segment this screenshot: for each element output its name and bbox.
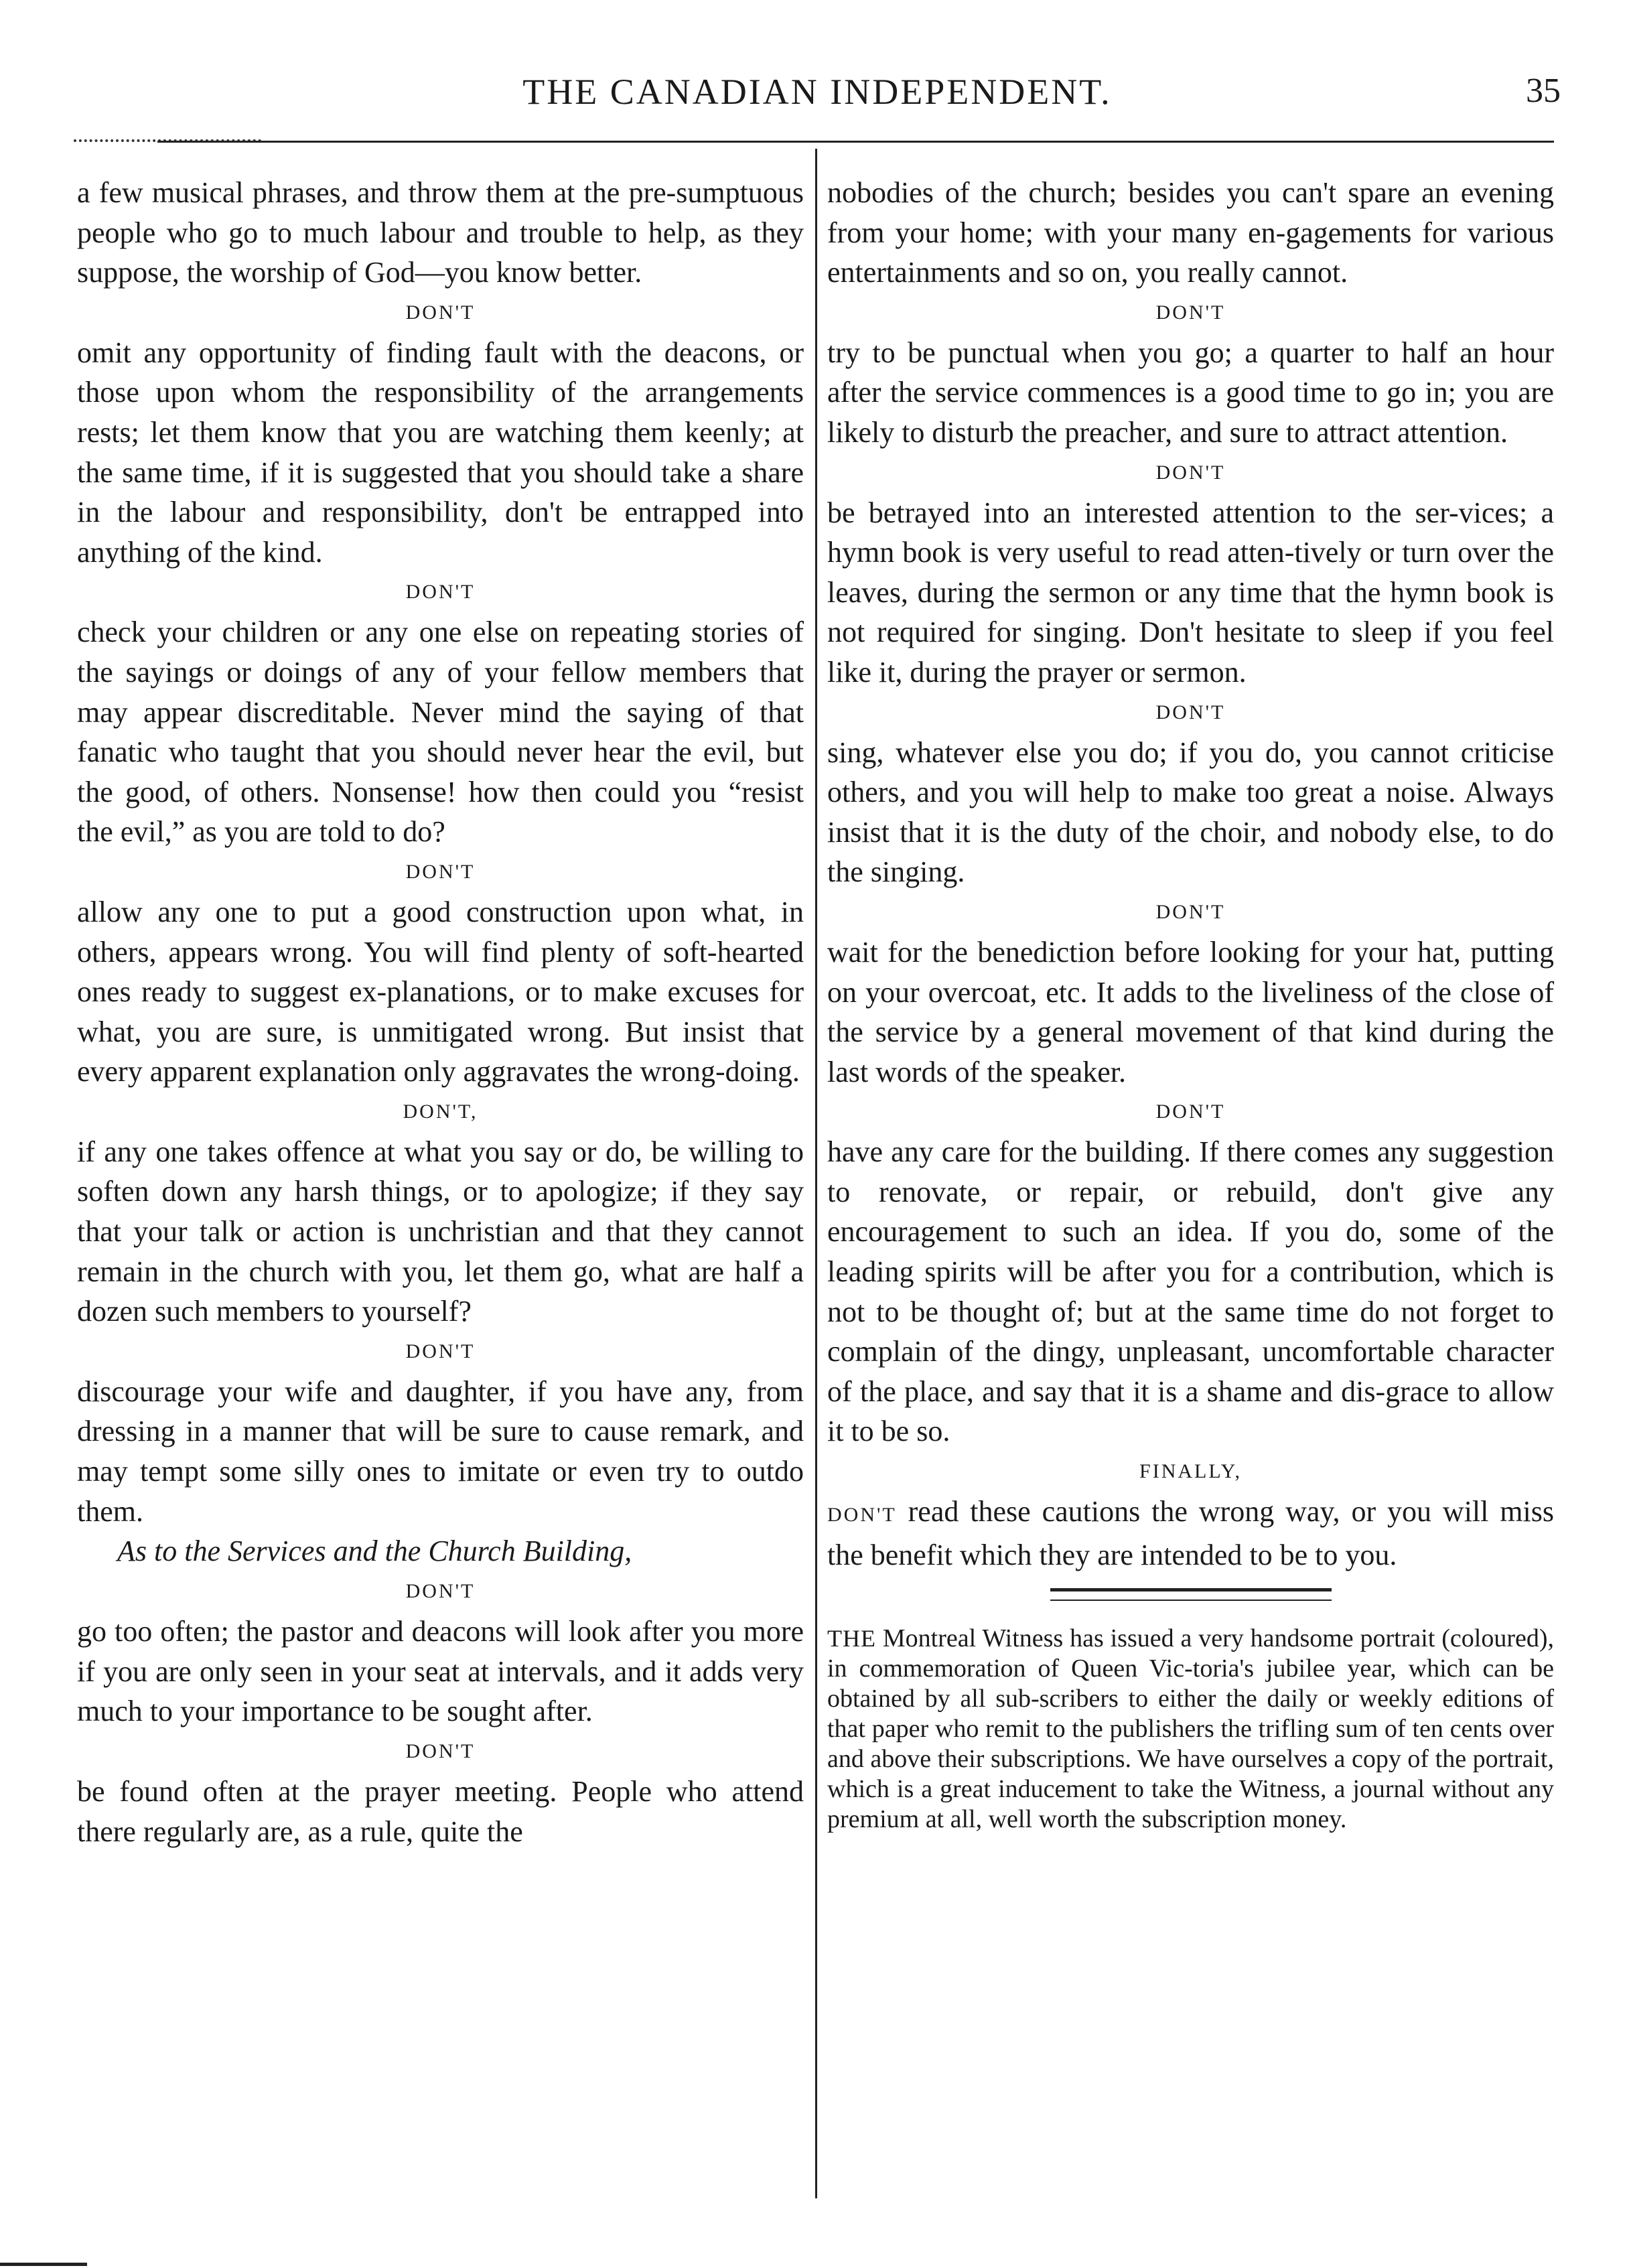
- notice-text: Montreal Witness has issued a very handsome portrait (coloured), in commemoration of Queen Vic-toria's jubilee year, which can be obtained by all sub-scribers to either the daily or weekly editions of that paper who remit to the publishers the trifling sum of ten cents over and above their subscriptions. We have ourselves a copy of the portrait, which is a great inducement to take the Witness, a journal without any premium at all, well worth the subscription money.: [827, 1624, 1554, 1834]
- dont-heading: DON'T: [405, 301, 476, 324]
- paragraph: allow any one to put a good construction upon what, in others, appears wrong. You will find plenty of soft-hearted ones ready to suggest ex-planations, or to make excuses for what, you are sure, is unmitigated wrong. But insist that every apparent explanation only aggravates the wrong-doing.: [77, 895, 804, 1088]
- paragraph: try to be punctual when you go; a quarter to half an hour after the service commences is a good time to go in; you are likely to disturb the preacher, and sure to attract attention.: [827, 336, 1554, 449]
- double-rule-divider: [1050, 1588, 1332, 1601]
- paragraph: be found often at the prayer meeting. People who attend there regularly are, as a rule, quite the: [77, 1775, 804, 1848]
- page-number: 35: [1526, 72, 1561, 110]
- dont-heading: DON'T: [1155, 1101, 1226, 1123]
- paragraph: sing, whatever else you do; if you do, you cannot criticise others, and you will help to make too great a noise. Always insist that it is the duty of the choir, and nobody else, to do the singing.: [827, 735, 1554, 889]
- section-heading: As to the Services and the Church Building,: [117, 1535, 632, 1568]
- column-divider: [815, 149, 817, 2198]
- paragraph: have any care for the building. If there comes any suggestion to renovate, or repair, or rebuild, don't give any encouragement to such an idea. If you do, some of the leading spirits will be after you for a contribution, which is not to be thought of; but at the same time do not forget to complain of the dingy, unpleasant, uncomfortable character of the place, and say that it is a shame and dis-grace to allow it to be so.: [827, 1135, 1554, 1448]
- dont-heading: DON'T: [1155, 701, 1226, 723]
- finally-dont: DON'T: [827, 1504, 897, 1527]
- notice-lead: THE: [827, 1625, 876, 1652]
- dont-heading: DON'T: [405, 1580, 476, 1603]
- dont-heading: DON'T: [405, 1740, 476, 1762]
- paragraph: if any one takes offence at what you say or do, be willing to soften down any harsh things, or to apologize; if they say that your talk or action is unchristian and that they cannot remain in the church with you, let them go, what are half a dozen such members to yourself?: [77, 1135, 804, 1328]
- dont-heading: DON'T: [405, 1340, 476, 1362]
- paragraph: wait for the benediction before looking for your hat, putting on your overcoat, etc. It adds to the liveliness of the close of the service by a general movement of that kind during the last words of the speaker.: [827, 935, 1554, 1088]
- dont-heading: DON'T: [1155, 461, 1226, 484]
- witness-notice: [827, 1624, 1554, 1835]
- paragraph: check your children or any one else on repeating stories of the sayings or doings of any of your fellow members that may appear discreditable. Never mind the saying of that fanatic who taught that you should never hear the evil, but the good, of others. Nonsense! how then could you “resist the evil,” as you are told to do?: [77, 616, 804, 849]
- finally-text: read these cautions the wrong way, or you will miss the benefit which they are intended to be to you.: [827, 1495, 1554, 1571]
- dont-heading: DON'T: [405, 860, 476, 883]
- finally-heading: FINALLY,: [1139, 1460, 1242, 1483]
- paragraph: discourage your wife and daughter, if you have any, from dressing in a manner that will be sure to cause remark, and may tempt some silly ones to imitate or even try to outdo them.: [77, 1374, 804, 1528]
- paragraph: a few musical phrases, and throw them at the pre-sumptuous people who go to much labour and trouble to help, as they suppose, the worship of God—you know better.: [77, 176, 804, 289]
- dont-heading: DON'T,: [403, 1100, 478, 1123]
- left-column: [77, 173, 804, 1851]
- paragraph: go too often; the pastor and deacons will look after you more if you are only seen in your seat at intervals, and it adds very much to your importance to be sought after.: [77, 1615, 804, 1728]
- finally-paragraph: [827, 1492, 1554, 1575]
- paragraph: be betrayed into an interested attention to the ser-vices; a hymn book is very useful to read atten-tively or turn over the leaves, during the sermon or any time that the hymn book is not required for singing. Don't hesitate to sleep if you feel like it, during the prayer or sermon.: [827, 496, 1554, 689]
- header-rule: [157, 141, 1554, 143]
- dont-heading: DON'T: [405, 581, 476, 604]
- journal-title: THE CANADIAN INDEPENDENT.: [522, 72, 1112, 112]
- paragraph: nobodies of the church; besides you can't spare an evening from your home; with your many en-gagements for various entertainments and so on, you really cannot.: [827, 176, 1554, 289]
- page-header: [74, 67, 1561, 121]
- right-column: [827, 173, 1554, 1835]
- dont-heading: DON'T: [1155, 301, 1226, 324]
- bottom-edge-mark: [0, 2263, 87, 2266]
- paragraph: omit any opportunity of finding fault with the deacons, or those upon whom the responsibility of the arrangements rests; let them know that you are watching them keenly; at the same time, if it is suggested that you should take a share in the labour and responsibility, don't be entrapped into anything of the kind.: [77, 336, 804, 569]
- dont-heading: DON'T: [1155, 900, 1226, 923]
